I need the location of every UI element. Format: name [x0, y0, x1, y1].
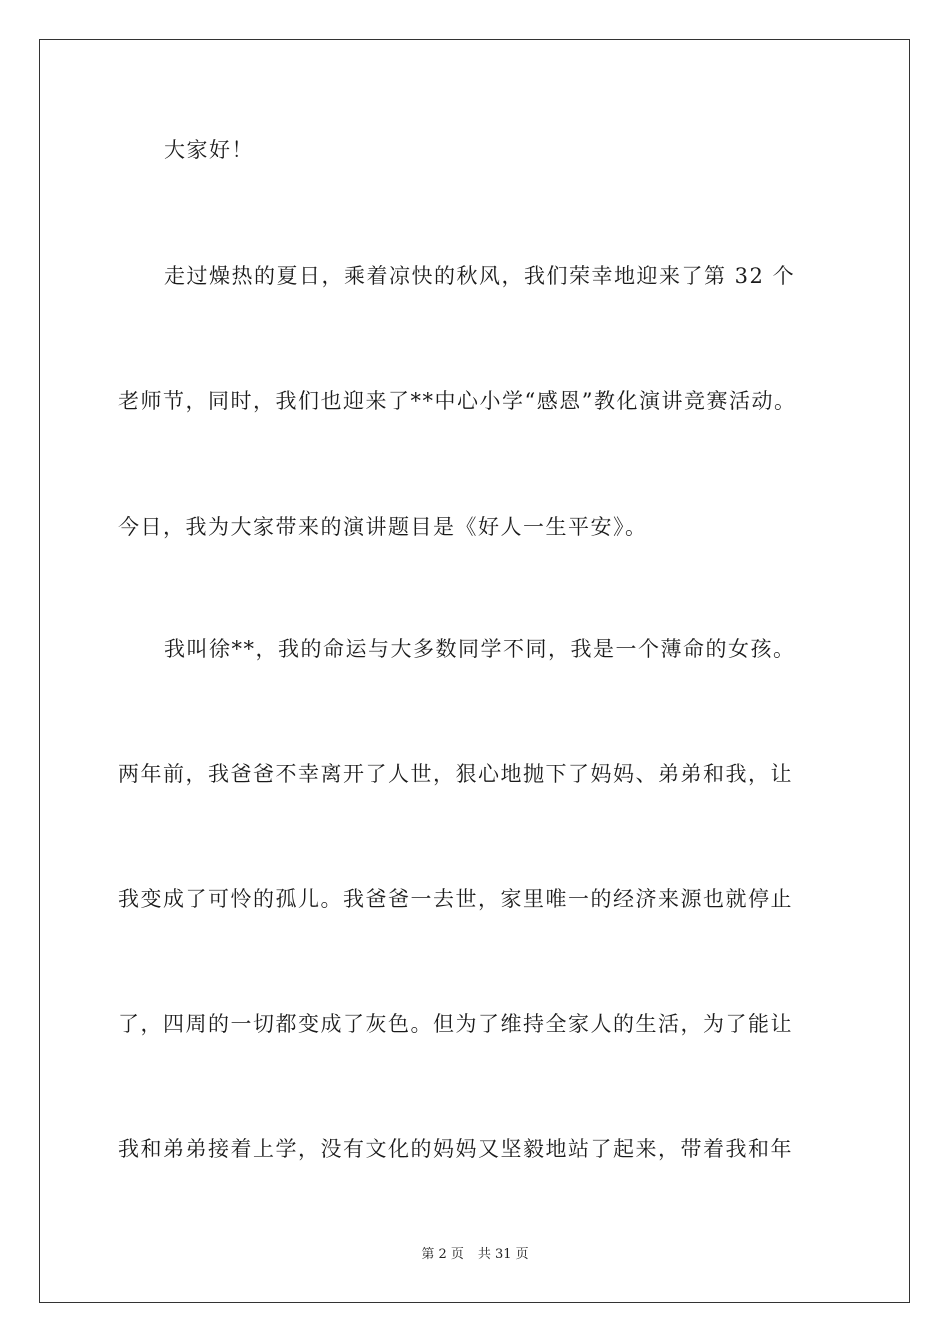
text-line-8: 我和弟弟接着上学，没有文化的妈妈又坚毅地站了起来，带着我和年	[118, 1137, 793, 1161]
text-line-1: 走过燥热的夏日，乘着凉快的秋风，我们荣幸地迎来了第 32 个	[164, 264, 796, 288]
page-total: 共 31 页	[477, 1247, 529, 1262]
text-line-2: 老师节，同时，我们也迎来了**中心小学“感恩”教化演讲竞赛活动。	[118, 389, 797, 413]
text-line-4: 我叫徐**，我的命运与大多数同学不同，我是一个薄命的女孩。	[164, 637, 796, 661]
text-line-greeting: 大家好！	[164, 138, 254, 162]
text-line-5: 两年前，我爸爸不幸离开了人世，狠心地抛下了妈妈、弟弟和我，让	[118, 762, 793, 786]
text-line-3: 今日，我为大家带来的演讲题目是《好人一生平安》。	[118, 515, 648, 539]
page-number: 第 2 页	[421, 1247, 464, 1262]
text-line-7: 了，四周的一切都变成了灰色。但为了维持全家人的生活，为了能让	[118, 1012, 793, 1036]
page-border	[39, 39, 910, 1303]
text-line-6: 我变成了可怜的孤儿。我爸爸一去世，家里唯一的经济来源也就停止	[118, 887, 793, 911]
page-footer	[0, 1246, 950, 1264]
